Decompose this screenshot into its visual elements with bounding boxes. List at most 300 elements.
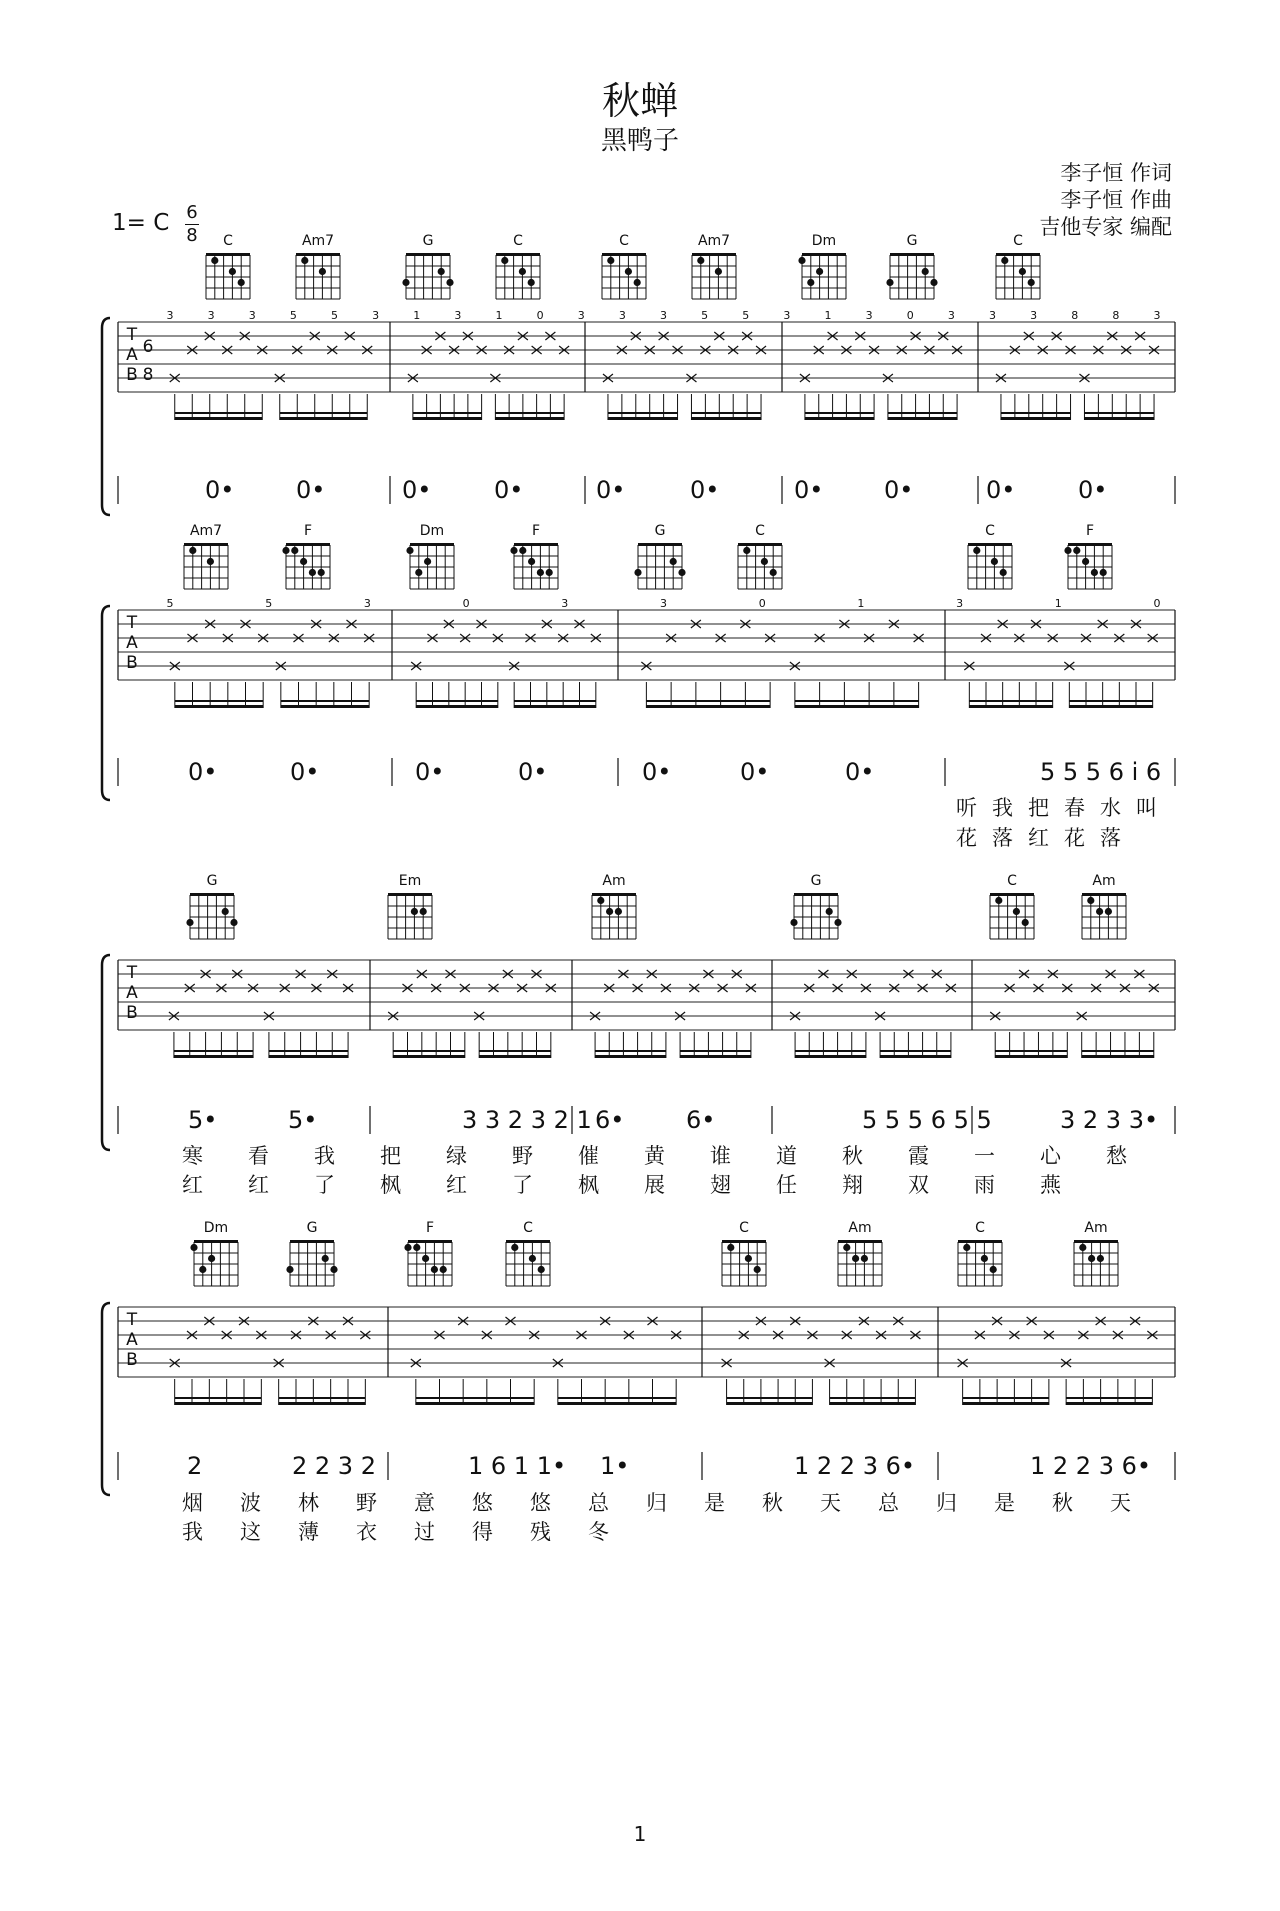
system-bracket [102,955,110,1150]
beam [175,705,263,708]
finger-dot [826,908,833,915]
finger-dot [1100,569,1107,576]
lyric-line-1-char: 天 [1110,1491,1131,1515]
beam [279,1402,366,1405]
chord-diagram [206,253,250,299]
beam [1066,1402,1152,1405]
beam [795,705,919,708]
finger-dot [1022,919,1029,926]
finger-dot [438,268,445,275]
jianpu-note: 5• [188,1106,218,1134]
finger-dot [440,1266,447,1273]
chord-diagram [790,893,841,939]
chord-name: Am7 [189,523,223,539]
lyric-line-2-char: 任 [776,1173,797,1197]
lyric-line-1-char: 野 [356,1491,377,1515]
tab-fret-number: 5 [166,597,174,610]
finger-dot [1088,1255,1095,1262]
chord-diagram [692,253,736,299]
jianpu-note: 0• [884,476,914,504]
beam [269,1055,348,1058]
lyric-line-1-char: 林 [298,1491,319,1515]
finger-dot [199,1266,206,1273]
finger-dot [190,1244,197,1251]
finger-dot [528,279,535,286]
finger-dot [1096,908,1103,915]
finger-dot [300,558,307,565]
chord-name: F [303,523,313,539]
tab-time-den: 8 [142,365,154,385]
beam [413,417,482,420]
chord-name: Am7 [301,233,335,249]
jianpu-note: 0• [518,758,548,786]
tab-fret-number: 3 [561,597,569,610]
lyric-line-2-char: 枫 [578,1173,599,1197]
lyric-line-1-char: 秋 [1052,1491,1073,1515]
lyric-line-1-char: 波 [240,1491,261,1515]
tab-fret-number: 3 [166,309,174,322]
lyric-line-2-char: 红 [182,1173,203,1197]
system-bracket [102,318,110,515]
lyric-line-1-char: 是 [994,1491,1015,1515]
chord-diagram [402,253,453,299]
finger-dot [995,897,1002,904]
jianpu-note: 0• [986,476,1016,504]
finger-dot [420,908,427,915]
finger-dot [318,569,325,576]
lyric-line-1-char: 绿 [446,1144,467,1168]
finger-dot [519,268,526,275]
jianpu-note: 0• [1078,476,1108,504]
beam [595,1055,666,1058]
lyric-line-1-char: 催 [578,1144,599,1168]
beam [558,1402,676,1405]
finger-dot [222,908,229,915]
tab-fret-number: 1 [857,597,865,610]
jianpu-note: 0• [188,758,218,786]
finger-dot [431,1266,438,1273]
lyric-line-1-char: 总 [878,1491,899,1515]
lyric-line-1-char: 悠 [472,1491,493,1515]
finger-dot [424,558,431,565]
lyric-line-2-char: 红 [248,1173,269,1197]
finger-dot [625,268,632,275]
chord-name: C [523,1220,533,1236]
finger-dot [852,1255,859,1262]
chord-diagram [388,893,432,939]
tab-fret-number: 8 [1071,309,1079,322]
lyric-line-1-char: 黄 [644,1144,665,1168]
chord-name: Am [1092,873,1116,889]
chord-name: C [755,523,765,539]
jianpu-note: 0• [596,476,626,504]
lyric-line-2-char: 落 [1100,826,1121,850]
beam [995,1055,1067,1058]
tab-fret-number: 0 [536,309,544,322]
lyric-line-2-char: 展 [644,1173,665,1197]
beam [280,417,368,420]
lyric-line-1-char: 秋 [842,1144,863,1168]
jianpu-note: 0• [296,476,326,504]
chord-name: C [1013,233,1023,249]
chord-name: C [975,1220,985,1236]
lyric-line-2-char: 花 [956,826,977,850]
jianpu-note: 6• [595,1106,625,1134]
tab-clef-letter: A [126,345,138,365]
chord-name: Am [1084,1220,1108,1236]
finger-dot [798,257,805,264]
chord-diagram [296,253,340,299]
jianpu-note: 3 2 3 3• [1060,1106,1159,1134]
beam [830,1402,916,1405]
tab-fret-number: 1 [1054,597,1062,610]
beam [888,417,957,420]
tab-clef-letter: T [126,1310,138,1330]
chord-diagram [602,253,646,299]
finger-dot [519,547,526,554]
finger-dot [322,1255,329,1262]
lyric-line-1-char: 野 [512,1144,533,1168]
chord-diagram [282,543,330,589]
lyric-line-2-char: 残 [530,1520,551,1544]
beam [963,1402,1049,1405]
credit-composer: 李子恒 作曲 [1060,188,1172,212]
lyric-line-1-char: 春 [1064,796,1085,820]
beam [175,1402,262,1405]
chord-diagram [184,543,228,589]
finger-dot [816,268,823,275]
chord-diagram [510,543,558,589]
chord-name: G [906,233,918,249]
tab-clef-letter: B [126,1003,138,1023]
lyric-line-1-char: 悠 [530,1491,551,1515]
lyric-line-1-char: 我 [314,1144,335,1168]
beam [805,417,874,420]
chord-diagram [634,543,685,589]
chord-diagram [406,543,454,589]
lyric-line-1-char: 是 [704,1491,725,1515]
beam [175,417,263,420]
tab-fret-number: 3 [1153,309,1161,322]
system-bracket [102,606,110,800]
finger-dot [309,569,316,576]
beam [1084,417,1154,420]
time-numerator: 6 [186,202,198,223]
finger-dot [678,569,685,576]
finger-dot [991,558,998,565]
tab-fret-number: 3 [577,309,585,322]
lyric-line-1-char: 天 [820,1491,841,1515]
finger-dot [406,547,413,554]
tab-clef-letter: A [126,983,138,1003]
beam [795,1055,866,1058]
credit-lyricist: 李子恒 作词 [1060,161,1172,185]
beam [495,417,564,420]
tab-clef-letter: B [126,1350,138,1370]
finger-dot [743,547,750,554]
jianpu-note: 0• [845,758,875,786]
lyric-line-1-char: 寒 [182,1144,203,1168]
chord-diagram [722,1240,766,1286]
tab-fret-number: 3 [1030,309,1038,322]
finger-dot [415,569,422,576]
chord-name: Am7 [697,233,731,249]
chord-name: C [1007,873,1017,889]
finger-dot [319,268,326,275]
finger-dot [207,558,214,565]
lyric-line-1-char: 秋 [762,1491,783,1515]
tab-fret-number: 3 [989,309,996,322]
tab-fret-number: 0 [758,597,766,610]
chord-name: C [619,233,629,249]
finger-dot [615,908,622,915]
finger-dot [770,569,777,576]
finger-dot [446,279,453,286]
tab-fret-number: 1 [413,309,421,322]
jianpu-note: 0• [642,758,672,786]
finger-dot [528,558,535,565]
chord-name: C [739,1220,749,1236]
finger-dot [301,257,308,264]
tab-fret-number: 3 [454,309,462,322]
chord-name: F [425,1220,435,1236]
tab-fret-number: 3 [783,309,791,322]
beam [416,1402,534,1405]
lyric-line-1-char: 意 [414,1491,435,1515]
beam [691,417,761,420]
lyric-line-2-char: 枫 [380,1173,401,1197]
lyric-line-2-char: 冬 [588,1520,609,1544]
tab-system-2 [102,523,1175,850]
tab-clef-letter: A [126,633,138,653]
finger-dot [963,1244,970,1251]
chord-diagram [1074,1240,1118,1286]
tab-system-3 [102,873,1175,1197]
finger-dot [1019,268,1026,275]
beam [416,705,498,708]
chord-diagram [968,543,1012,589]
jianpu-note: 0• [740,758,770,786]
finger-dot [606,908,613,915]
finger-dot [538,1266,545,1273]
chord-name: Dm [203,1220,229,1236]
finger-dot [511,1244,518,1251]
tab-fret-number: 3 [956,597,964,610]
tab-fret-number: 3 [618,309,626,322]
finger-dot [230,919,237,926]
finger-dot [229,268,236,275]
chord-name: G [654,523,666,539]
chord-name: G [422,233,434,249]
finger-dot [634,569,641,576]
tab-fret-number: 3 [947,309,955,322]
finger-dot [1000,569,1007,576]
finger-dot [754,1266,761,1273]
beam [1082,1055,1154,1058]
finger-dot [529,1255,536,1262]
lyric-line-2-char: 这 [240,1520,261,1544]
finger-dot [211,257,218,264]
lyric-line-1-char: 归 [936,1491,957,1515]
finger-dot [634,279,641,286]
lyric-line-1-char: 愁 [1106,1144,1127,1168]
beam [680,1055,751,1058]
finger-dot [745,1255,752,1262]
chord-diagram [958,1240,1002,1286]
lyric-line-2-char: 翔 [842,1173,863,1197]
chord-diagram [996,253,1040,299]
lyric-line-1-char: 谁 [710,1144,731,1168]
finger-dot [537,569,544,576]
system-bracket [102,1303,110,1495]
lyric-line-2-char: 双 [908,1173,929,1197]
tab-clef-letter: T [126,963,138,983]
tab-clef-letter: B [126,653,138,673]
jianpu-note: 0• [402,476,432,504]
lyric-line-2-char: 燕 [1040,1173,1061,1197]
finger-dot [1013,908,1020,915]
finger-dot [930,279,937,286]
chord-name: C [513,233,523,249]
page-number: 1 [633,1822,647,1846]
finger-dot [402,279,409,286]
tab-fret-number: 3 [207,309,215,322]
chord-diagram [1082,893,1126,939]
beam [880,1055,951,1058]
lyric-line-2-char: 雨 [974,1173,995,1197]
tab-clef-letter: A [126,1330,138,1350]
beam [969,705,1052,708]
lyric-line-1-char: 叫 [1136,796,1157,820]
tab-fret-number: 3 [660,597,667,610]
chord-diagram [592,893,636,939]
finger-dot [981,1255,988,1262]
beam [281,705,369,708]
finger-dot [1087,897,1094,904]
tab-fret-number: 5 [742,309,750,322]
finger-dot [1001,257,1008,264]
lyric-line-1-char: 归 [646,1491,667,1515]
chord-name: Dm [811,233,837,249]
finger-dot [1064,547,1071,554]
beam [1069,705,1152,708]
jianpu-note: 5• [288,1106,318,1134]
tab-fret-number: 5 [701,309,709,322]
finger-dot [922,268,929,275]
chord-diagram [838,1240,882,1286]
finger-dot [886,279,893,286]
tab-fret-number: 3 [372,309,380,322]
chord-name: F [1085,523,1095,539]
finger-dot [727,1244,734,1251]
chord-diagram [886,253,937,299]
chord-name: G [206,873,218,889]
jianpu-note: 5 5 5 6 5 5 [862,1106,992,1134]
finger-dot [715,268,722,275]
finger-dot [861,1255,868,1262]
chord-diagram [286,1240,337,1286]
finger-dot [761,558,768,565]
chord-diagram [190,1240,238,1286]
lyric-line-1-char: 道 [776,1144,797,1168]
lyric-line-1-char: 听 [956,796,977,820]
finger-dot [597,897,604,904]
finger-dot [411,908,418,915]
lyric-line-2-char: 红 [1028,826,1049,850]
finger-dot [990,1266,997,1273]
lyric-line-2-char: 翅 [710,1173,731,1197]
jianpu-note: 0• [690,476,720,504]
finger-dot [697,257,704,264]
lyric-line-2-char: 了 [512,1173,533,1197]
chord-name: C [223,233,233,249]
beam [479,1055,551,1058]
lyric-line-1-char: 把 [1028,796,1049,820]
finger-dot [670,558,677,565]
tab-fret-number: 3 [865,309,873,322]
chord-name: Em [398,873,422,889]
lyric-line-1-char: 烟 [182,1491,203,1515]
tab-fret-number: 3 [248,309,256,322]
finger-dot [330,1266,337,1273]
lyric-line-1-char: 我 [992,796,1013,820]
lyric-line-2-char: 薄 [298,1520,319,1544]
lyric-line-2-char: 衣 [356,1520,377,1544]
chord-diagram [404,1240,452,1286]
beam [646,705,770,708]
tab-clef-letter: B [126,365,138,385]
lyric-line-1-char: 看 [248,1144,269,1168]
lyric-line-2-char: 花 [1064,826,1085,850]
tab-fret-number: 3 [660,309,667,322]
finger-dot [510,547,517,554]
chord-name: Dm [419,523,445,539]
beam [727,1402,813,1405]
lyric-line-2-char: 红 [446,1173,467,1197]
lyric-line-2-char: 我 [182,1520,203,1544]
tab-clef-letter: T [126,613,138,633]
chord-diagram [496,253,540,299]
chord-name: F [531,523,541,539]
finger-dot [1073,547,1080,554]
finger-dot [282,547,289,554]
lyric-line-2-char: 了 [314,1173,335,1197]
tab-clef-letter: T [126,325,138,345]
tab-fret-number: 3 [363,597,371,610]
chord-diagram [798,253,846,299]
jianpu-note: 1 2 2 3 6• [1030,1452,1152,1480]
jianpu-note: 0• [794,476,824,504]
beam [608,417,678,420]
finger-dot [1079,1244,1086,1251]
lyric-line-1-char: 霞 [908,1144,929,1168]
finger-dot [790,919,797,926]
beam [393,1055,465,1058]
finger-dot [291,547,298,554]
beam [174,1055,253,1058]
jianpu-note: 2 2 3 2 [292,1452,376,1480]
finger-dot [238,279,245,286]
lyric-line-1-char: 一 [974,1144,995,1168]
finger-dot [501,257,508,264]
chord-name: Am [602,873,626,889]
key-signature: 1= C [112,210,170,236]
time-denominator: 8 [186,225,198,246]
credit-arranger: 吉他专家 编配 [1039,215,1172,239]
finger-dot [422,1255,429,1262]
tab-fret-number: 5 [265,597,273,610]
lyric-line-2-char: 过 [414,1520,435,1544]
